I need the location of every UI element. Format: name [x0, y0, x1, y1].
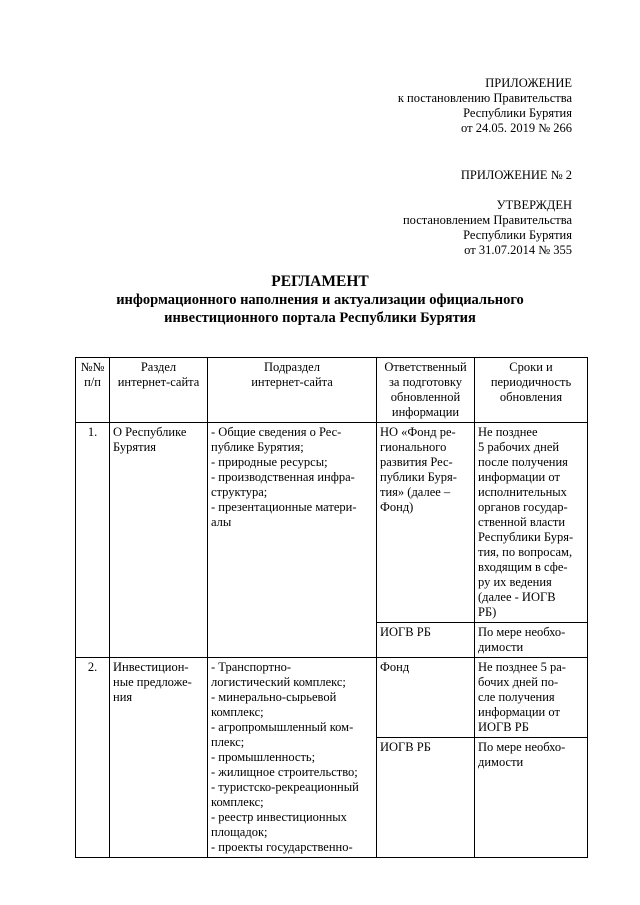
cell-line: Республики Буря- [478, 530, 574, 544]
cell-line: структура; [211, 485, 268, 499]
cell-line: ИОГВ РБ [380, 625, 431, 639]
cell-line: за подготовку [388, 375, 463, 389]
cell-line: - презентационные матери- [211, 500, 357, 514]
cell-line: РБ) [478, 605, 497, 619]
cell-line: Подраздел [264, 360, 320, 374]
header-section [110, 358, 208, 423]
section-cell [110, 658, 208, 858]
responsible-cell [377, 423, 475, 623]
cell-line: Бурятия [113, 440, 157, 454]
cell-line: ственной власти [478, 515, 566, 529]
table-row [76, 423, 588, 623]
cell-line: логистический комплекс; [211, 675, 346, 689]
cell-line: - природные ресурсы; [211, 455, 328, 469]
subsection-cell [208, 658, 377, 858]
approved-line: Республики Бурятия [463, 228, 572, 242]
cell-line: Не позднее 5 ра- [478, 660, 566, 674]
subsection-cell [208, 423, 377, 658]
cell-line: органов государ- [478, 500, 568, 514]
appendix-line: Республики Бурятия [463, 106, 572, 120]
approved-line: от 31.07.2014 № 355 [464, 243, 572, 257]
cell-line: О Республике [113, 425, 187, 439]
row-number: 2. [76, 658, 110, 858]
cell-line: Раздел [140, 360, 177, 374]
cell-line: тия» (далее – [380, 485, 451, 499]
appendix2-title: ПРИЛОЖЕНИЕ № 2 [460, 168, 572, 182]
header-subsection [208, 358, 377, 423]
appendix-block [398, 76, 572, 136]
section-cell [110, 423, 208, 658]
responsible-cell [377, 658, 475, 738]
cell-line: обновленной [390, 390, 461, 404]
cell-line: димости [478, 755, 524, 769]
cell-line: ру их ведения [478, 575, 552, 589]
cell-line: обновления [499, 390, 563, 404]
header-num [76, 358, 110, 423]
terms-cell [475, 623, 588, 658]
cell-line: исполнительных [478, 485, 567, 499]
approved-block [403, 198, 572, 258]
cell-line: По мере необхо- [478, 740, 566, 754]
cell-line: Фонд) [380, 500, 414, 514]
cell-line: сле получения [478, 690, 555, 704]
cell-line: информации от [478, 705, 560, 719]
responsible-cell [377, 738, 475, 858]
cell-line: комплекс; [211, 705, 264, 719]
responsible-cell [377, 623, 475, 658]
cell-line: - агропромышленный ком- [211, 720, 354, 734]
terms-cell [475, 738, 588, 858]
cell-line: бочих дней по- [478, 675, 559, 689]
document-title-sub: инвестиционного портала Республики Бурятия [164, 310, 476, 326]
cell-line: комплекс; [211, 795, 264, 809]
cell-line: - минерально-сырьевой [211, 690, 337, 704]
approved-line: постановлением Правительства [402, 213, 572, 227]
cell-line: 5 рабочих дней [478, 440, 560, 454]
cell-line: - Транспортно- [211, 660, 292, 674]
cell-line: развития Рес- [380, 455, 453, 469]
cell-line: Не позднее [478, 425, 538, 439]
cell-line: Ответственный [384, 360, 467, 374]
row-number: 1. [76, 423, 110, 658]
appendix-line: к постановлению Правительства [397, 91, 572, 105]
header-terms [475, 358, 588, 423]
appendix2-block [461, 168, 572, 183]
cell-line: димости [478, 640, 524, 654]
cell-line: алы [211, 515, 232, 529]
cell-line: входящим в сфе- [478, 560, 568, 574]
cell-line: ния [113, 690, 133, 704]
cell-line: - проекты государственно- [211, 840, 353, 854]
cell-line: - производственная инфра- [211, 470, 355, 484]
cell-line: - жилищное строительство; [211, 765, 358, 779]
appendix-title: ПРИЛОЖЕНИЕ [485, 76, 572, 90]
cell-line: периодичность [490, 375, 572, 389]
document-title [0, 273, 640, 327]
cell-line: ИОГВ РБ [478, 720, 529, 734]
cell-line: информации от [478, 470, 560, 484]
cell-line: Фонд [380, 660, 410, 674]
cell-line: п/п [84, 375, 101, 389]
cell-line: публики Буря- [380, 470, 457, 484]
appendix-line: от 24.05. 2019 № 266 [461, 121, 572, 135]
cell-line: публике Бурятия; [211, 440, 304, 454]
table-header-row [76, 358, 588, 423]
cell-line: №№ [80, 360, 105, 374]
cell-line: - реестр инвестиционных [211, 810, 347, 824]
approved-title: УТВЕРЖДЕН [496, 198, 572, 212]
regulation-table [75, 357, 588, 858]
table-row [76, 658, 588, 738]
document-title-main: РЕГЛАМЕНТ [271, 273, 369, 290]
cell-line: ИОГВ РБ [380, 740, 431, 754]
cell-line: - туристско-рекреационный [211, 780, 359, 794]
cell-line: - промышленность; [211, 750, 316, 764]
cell-line: плекс; [211, 735, 245, 749]
cell-line: после получения [478, 455, 568, 469]
cell-line: интернет-сайта [117, 375, 200, 389]
cell-line: (далее - ИОГВ [478, 590, 556, 604]
cell-line: Сроки и [509, 360, 553, 374]
terms-cell [475, 423, 588, 623]
terms-cell [475, 658, 588, 738]
header-responsible [377, 358, 475, 423]
cell-line: интернет-сайта [251, 375, 333, 389]
cell-line: Инвестицион- [113, 660, 189, 674]
cell-line: По мере необхо- [478, 625, 566, 639]
cell-line: информации [391, 405, 460, 419]
cell-line: - Общие сведения о Рес- [211, 425, 342, 439]
cell-line: тия, по вопросам, [478, 545, 573, 559]
cell-line: НО «Фонд ре- [380, 425, 456, 439]
document-title-sub: информационного наполнения и актуализации официального [116, 292, 524, 308]
cell-line: гионального [380, 440, 447, 454]
cell-line: ные предложе- [113, 675, 192, 689]
cell-line: площадок; [211, 825, 268, 839]
